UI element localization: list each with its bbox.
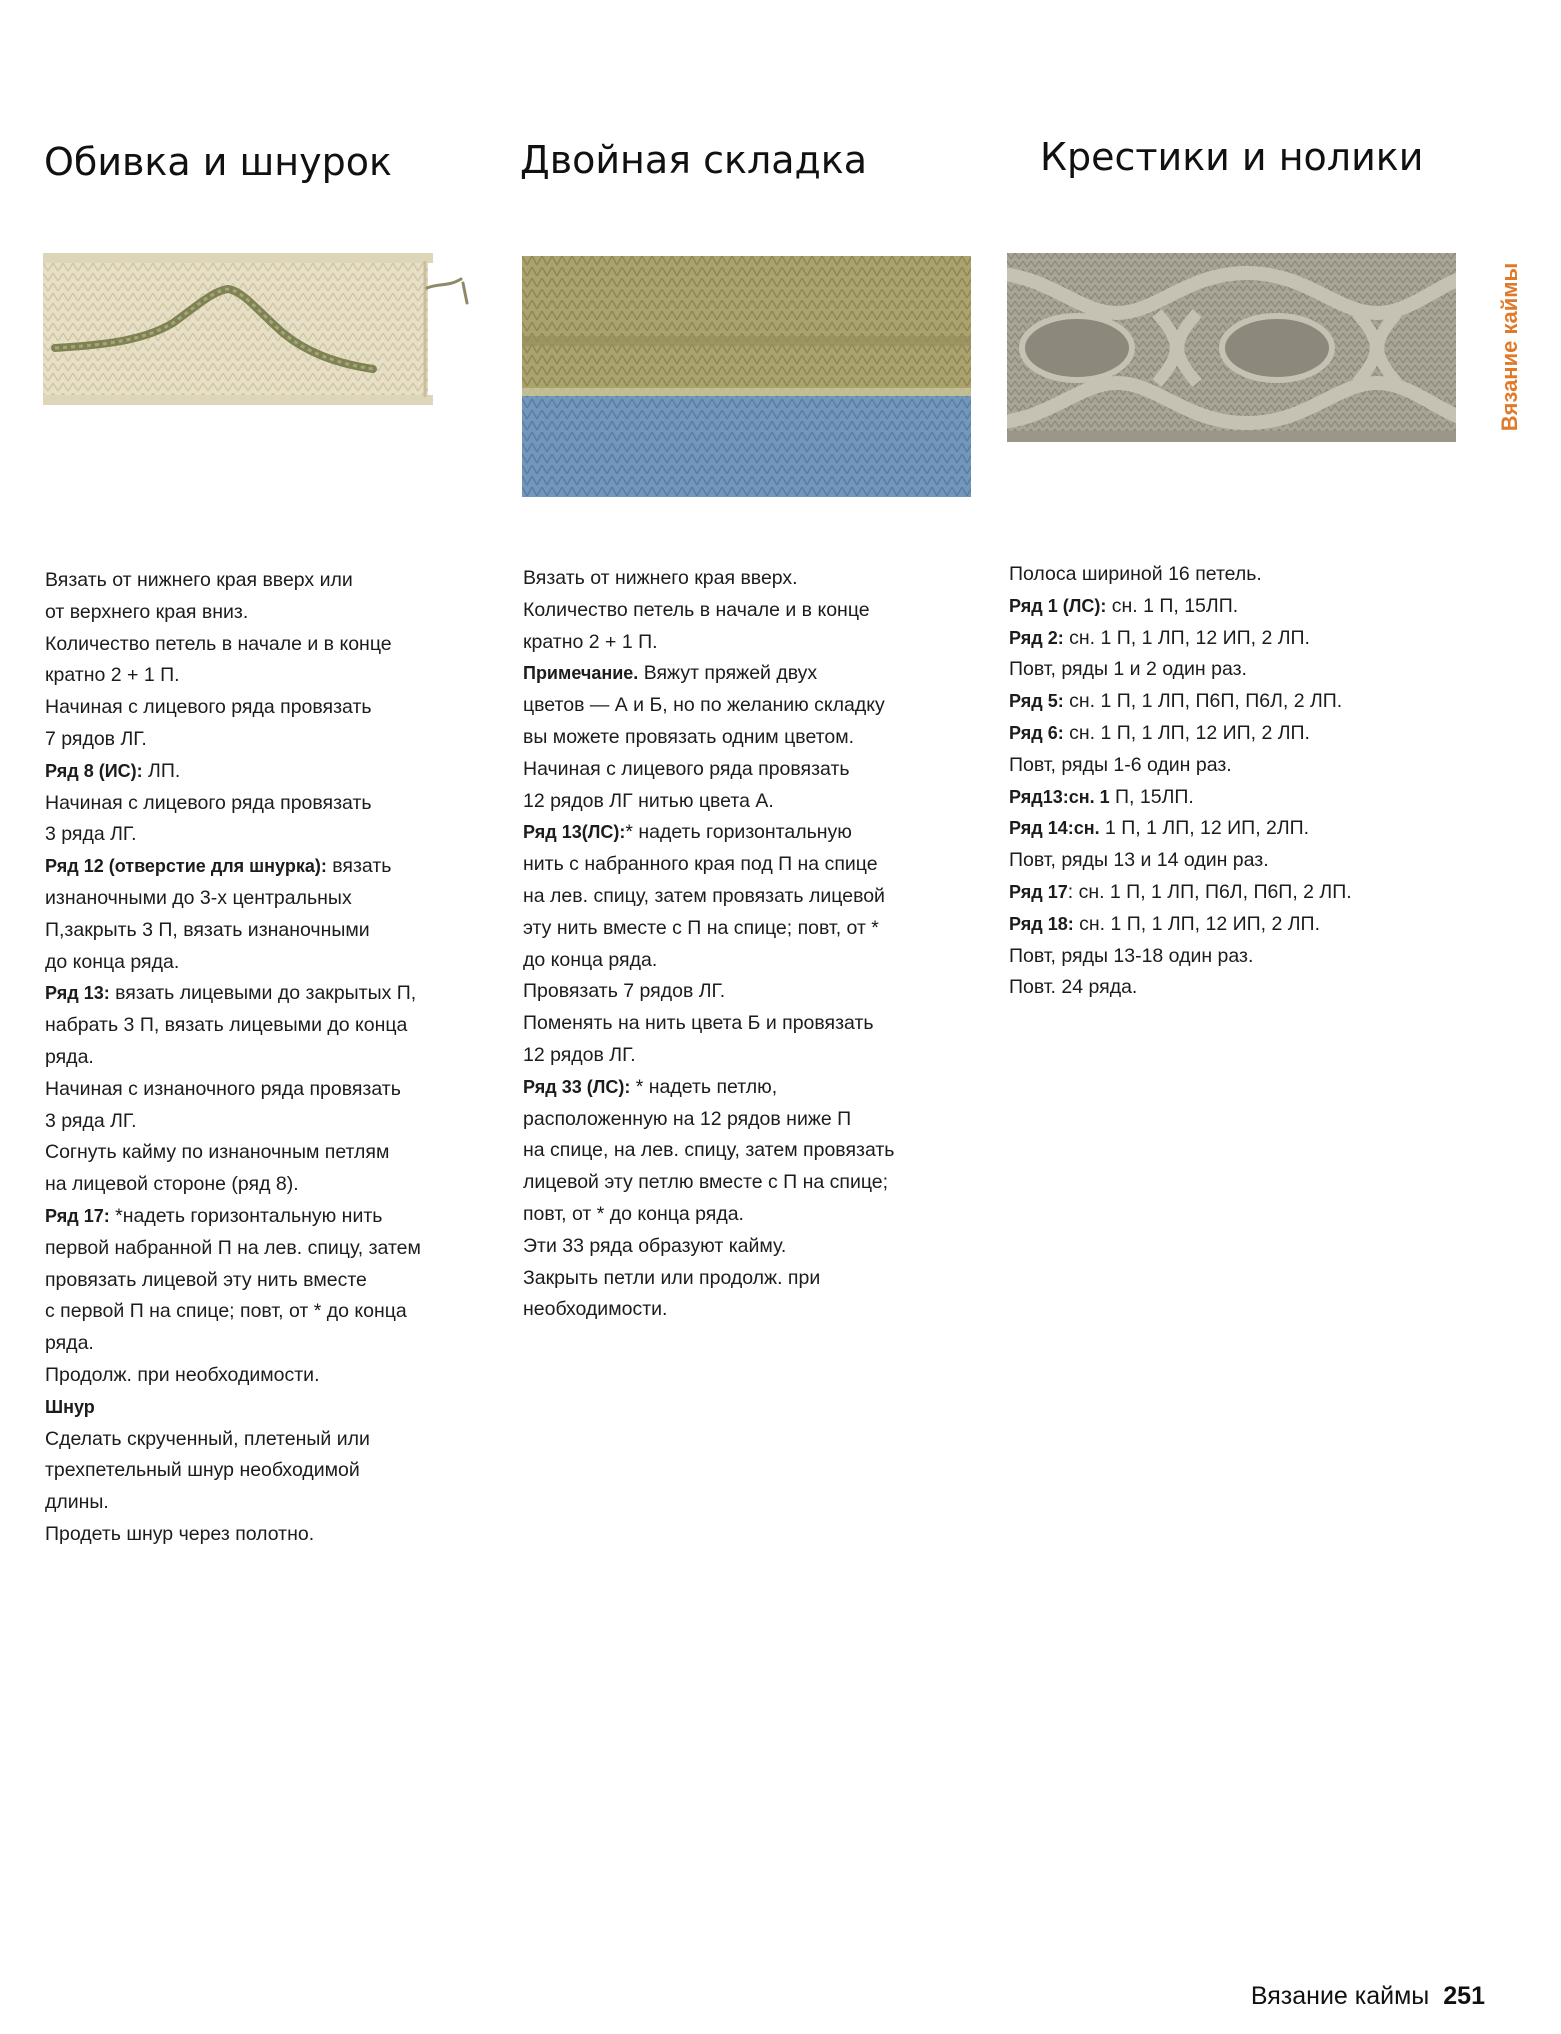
instruction-line [523, 1294, 894, 1326]
instruction-text: вязать лицевыми до закрытых П, [109, 982, 417, 1005]
row-label: Ряд13:сн. 1 [1009, 786, 1110, 807]
instruction-text: сн. 1 П, 1 ЛП, 12 ИП, 2 ЛП. [1063, 626, 1310, 649]
instruction-text: цветов — А и Б, но по желанию складку [523, 694, 885, 717]
instruction-line [45, 978, 421, 1010]
olive-and-blue-knit-fold-image [522, 256, 971, 497]
instruction-text: Провязать 7 рядов ЛГ. [523, 980, 726, 1003]
instruction-line [45, 1010, 421, 1042]
instruction-text: 7 рядов ЛГ. [45, 727, 147, 750]
instruction-text: сн. 1 П, 1 ЛП, 12 ИП, 2 ЛП. [1063, 721, 1310, 744]
instruction-line [45, 1042, 421, 1074]
instruction-text: Повт, ряды 1-6 один раз. [1009, 753, 1232, 776]
column-text-crosses-and-noughts [1009, 559, 1352, 1004]
row-label: Ряд 33 (ЛС): [523, 1076, 631, 1097]
instruction-text: вы можете провязать одним цветом. [523, 725, 855, 748]
instruction-text: Продеть шнур через полотно. [45, 1522, 315, 1545]
instruction-line [523, 1040, 894, 1072]
instruction-line [45, 1424, 421, 1456]
instruction-line [45, 851, 421, 883]
instruction-line [523, 1263, 894, 1295]
instruction-text: Начиная с лицевого ряда провязать [523, 757, 850, 780]
instruction-text: * надеть петлю, [630, 1075, 778, 1098]
row-label: Ряд 12 (отверстие для шнурка): [45, 856, 327, 877]
instruction-text: * надеть горизонтальную [625, 821, 852, 844]
instruction-line [523, 563, 894, 595]
instruction-line [523, 881, 894, 913]
instruction-text: до конца ряда. [45, 950, 180, 973]
instruction-text: 3 ряда ЛГ. [45, 1109, 137, 1132]
instruction-text: Количество петель в начале и в конце [45, 632, 392, 655]
instruction-line [523, 1231, 894, 1263]
instruction-line [523, 1104, 894, 1136]
instruction-line [45, 1137, 421, 1169]
instruction-line [45, 1074, 421, 1106]
instruction-line [523, 849, 894, 881]
instruction-line [1009, 782, 1352, 814]
instruction-text: Сделать скрученный, плетеный или [45, 1427, 370, 1450]
column-title-double-fold: Двойная складка [520, 138, 868, 182]
page-number: 251 [1443, 1982, 1485, 2010]
instruction-line [45, 1360, 421, 1392]
footer-section-label: Вязание каймы [1250, 1982, 1430, 2010]
instruction-text: 12 рядов ЛГ. [523, 1043, 636, 1066]
instruction-line [45, 756, 421, 788]
instruction-line [523, 627, 894, 659]
instruction-line [1009, 813, 1352, 845]
instruction-line [1009, 623, 1352, 655]
instruction-line [45, 597, 421, 629]
instruction-line [1009, 750, 1352, 782]
section-side-tab [1490, 252, 1530, 442]
instruction-text: Количество петель в начале и в конце [523, 598, 870, 621]
instruction-text: изнаночными до 3-х центральных [45, 886, 352, 909]
instruction-line [45, 1265, 421, 1297]
instruction-text: длины. [45, 1491, 109, 1514]
instruction-text: Продолж. при необходимости. [45, 1363, 320, 1386]
instruction-line [45, 883, 421, 915]
instruction-text: Начиная с лицевого ряда провязать [45, 791, 372, 814]
instruction-text: Вязать от нижнего края вверх или [45, 569, 353, 591]
instruction-text: ряда. [45, 1045, 94, 1068]
instruction-text: сн. 1 П, 15ЛП. [1106, 594, 1239, 617]
instruction-line [523, 690, 894, 722]
instruction-text: ЛП. [142, 759, 181, 782]
row-label: Ряд 2: [1009, 627, 1064, 648]
instruction-line [1009, 718, 1352, 750]
instruction-line [523, 658, 894, 690]
instruction-text: вязать [326, 855, 392, 878]
instruction-line [45, 1233, 421, 1265]
instruction-text: 3 ряда ЛГ. [45, 823, 137, 846]
instruction-line [45, 1169, 421, 1201]
instruction-text: Начиная с лицевого ряда провязать [45, 696, 372, 719]
instruction-text: Вяжут пряжей двух [638, 662, 818, 685]
column-title-binding-and-cord: Обивка и шнурок [44, 140, 392, 184]
instruction-line [45, 692, 421, 724]
cream-knit-band-with-cord-image [43, 253, 471, 405]
instruction-line [523, 1199, 894, 1231]
instruction-text: трехпетельный шнур необходимой [45, 1459, 360, 1482]
instruction-text: ряда. [45, 1332, 94, 1355]
instruction-text: расположенную на 12 рядов ниже П [523, 1107, 852, 1130]
instruction-line [523, 976, 894, 1008]
instruction-text: первой набранной П на лев. спицу, затем [45, 1236, 421, 1259]
column-text-binding-and-cord [45, 565, 421, 1551]
instruction-text: Повт, ряды 13 и 14 один раз. [1009, 849, 1269, 872]
instruction-line [1009, 845, 1352, 877]
instruction-line [45, 660, 421, 692]
instruction-text: эту нить вместе с П на спице; повт, от * [523, 916, 879, 939]
instruction-line [523, 1008, 894, 1040]
instruction-line [45, 1201, 421, 1233]
instruction-text: с первой П на спице; повт, от * до конца [45, 1300, 407, 1323]
instruction-line [45, 1392, 421, 1424]
row-label: Ряд 13(ЛС): [523, 822, 626, 843]
instruction-text: Поменять на нить цвета Б и провязать [523, 1012, 874, 1035]
instruction-line [45, 819, 421, 851]
instruction-line [45, 1487, 421, 1519]
instruction-line [45, 1296, 421, 1328]
row-label: Ряд 8 (ИС): [45, 760, 143, 781]
instruction-text: Вязать от нижнего края вверх. [523, 567, 798, 589]
instruction-line [523, 1167, 894, 1199]
instruction-text: от верхнего края вниз. [45, 600, 249, 623]
instruction-text: 1 П, 1 ЛП, 12 ИП, 2ЛП. [1099, 817, 1310, 840]
instruction-line [45, 565, 421, 597]
row-label: Ряд 18: [1009, 913, 1074, 934]
instruction-line [523, 786, 894, 818]
instruction-text: Повт. 24 ряда. [1009, 976, 1138, 999]
instruction-line [45, 915, 421, 947]
instruction-text: Согнуть кайму по изнаночным петлям [45, 1141, 390, 1164]
instruction-text: необходимости. [523, 1298, 668, 1321]
instruction-text: сн. 1 П, 1 ЛП, П6П, П6Л, 2 ЛП. [1063, 690, 1343, 713]
instruction-text: до конца ряда. [523, 948, 658, 971]
instruction-text: П,закрыть 3 П, вязать изнаночными [45, 918, 370, 941]
row-label: Ряд 13: [45, 983, 110, 1004]
row-label: Примечание. [523, 663, 639, 684]
row-label: Ряд 17 [1009, 881, 1068, 902]
instruction-text: на лицевой стороне (ряд 8). [45, 1173, 299, 1196]
instruction-text: кратно 2 + 1 П. [523, 630, 658, 653]
row-label: Ряд 14:сн. [1009, 818, 1100, 839]
row-label: Ряд 17: [45, 1205, 110, 1226]
instruction-line [1009, 686, 1352, 718]
instruction-text: кратно 2 + 1 П. [45, 664, 180, 687]
instruction-text: : сн. 1 П, 1 ЛП, П6Л, П6П, 2 ЛП. [1067, 880, 1352, 903]
instruction-line [1009, 559, 1352, 591]
instruction-line [45, 1328, 421, 1360]
instruction-line [1009, 972, 1352, 1004]
instruction-line [1009, 909, 1352, 941]
instruction-text: Повт, ряды 1 и 2 один раз. [1009, 658, 1247, 681]
instruction-line [45, 1519, 421, 1551]
instruction-text: Начиная с изнаночного ряда провязать [45, 1077, 401, 1100]
column-title-crosses-and-noughts: Крестики и нолики [1040, 135, 1424, 179]
row-label: Ряд 6: [1009, 722, 1064, 743]
instruction-text: Полоса шириной 16 петель. [1009, 563, 1262, 585]
instruction-line [1009, 654, 1352, 686]
instruction-line [523, 595, 894, 627]
instruction-line [523, 754, 894, 786]
instruction-line [523, 1135, 894, 1167]
instruction-text: П, 15ЛП. [1109, 785, 1194, 808]
instruction-text: лицевой эту петлю вместе с П на спице; [523, 1171, 889, 1194]
instruction-text: 12 рядов ЛГ нитью цвета А. [523, 789, 774, 812]
instruction-line [523, 945, 894, 977]
instruction-text: набрать 3 П, вязать лицевыми до конца [45, 1014, 408, 1037]
instruction-line [45, 724, 421, 756]
instruction-line [45, 1455, 421, 1487]
instruction-text: нить с набранного края под П на спице [523, 853, 878, 876]
instruction-text: сн. 1 П, 1 ЛП, 12 ИП, 2 ЛП. [1073, 912, 1320, 935]
column-text-double-fold [523, 563, 894, 1326]
instruction-text: *надеть горизонтальную нить [109, 1204, 383, 1227]
row-label: Ряд 5: [1009, 691, 1064, 712]
instruction-text: на лев. спицу, затем провязать лицевой [523, 884, 885, 907]
instruction-line [523, 817, 894, 849]
instruction-line [45, 947, 421, 979]
instruction-line [45, 1106, 421, 1138]
instruction-line [45, 788, 421, 820]
instruction-line [1009, 941, 1352, 973]
instruction-text: повт, от * до конца ряда. [523, 1202, 744, 1225]
instruction-text: Эти 33 ряда образуют кайму. [523, 1234, 787, 1257]
section-side-tab-label: Вязание каймы [1497, 262, 1522, 432]
row-label: Ряд 1 (ЛС): [1009, 595, 1107, 616]
instruction-line [523, 913, 894, 945]
instruction-text: Закрыть петли или продолж. при [523, 1266, 821, 1289]
page-footer [1251, 1982, 1485, 2011]
instruction-text: на спице, на лев. спицу, затем провязать [523, 1139, 895, 1162]
instruction-line [1009, 877, 1352, 909]
instruction-line [523, 1072, 894, 1104]
instruction-text: провязать лицевой эту нить вместе [45, 1268, 367, 1291]
instruction-line [1009, 591, 1352, 623]
gray-cable-knit-band-image [1007, 253, 1456, 442]
instruction-text: Повт, ряды 13-18 один раз. [1009, 944, 1254, 967]
instruction-line [45, 629, 421, 661]
instruction-line [523, 722, 894, 754]
row-label: Шнур [45, 1396, 95, 1417]
